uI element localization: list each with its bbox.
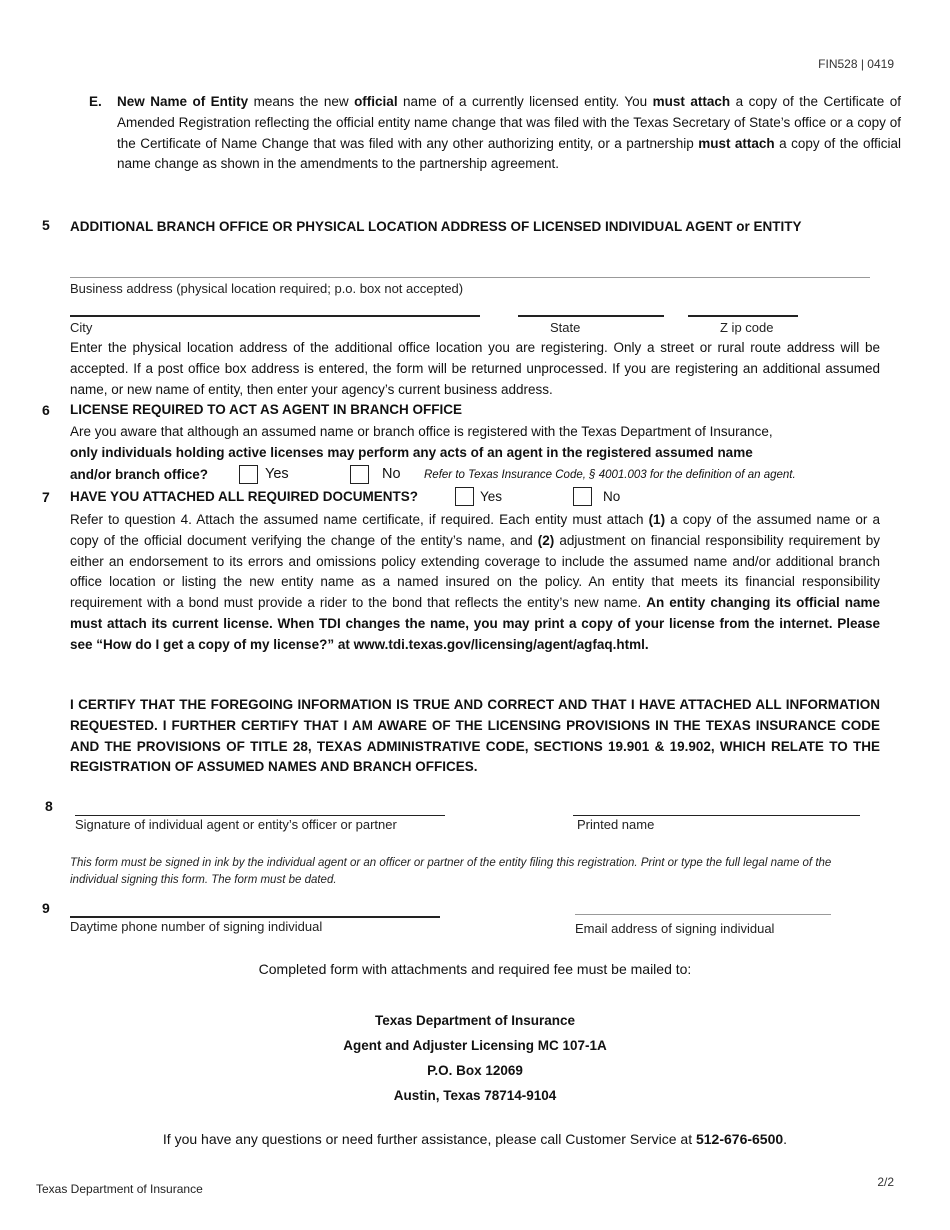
contact-line: If you have any questions or need further assistance, please call Customer Service at 512-676-6500. (162, 1131, 788, 1147)
section-7-number: 7 (42, 489, 50, 505)
signature-line[interactable] (75, 815, 445, 816)
business-address-line[interactable] (70, 277, 870, 278)
documents-no-checkbox[interactable] (573, 487, 592, 506)
branch-office-no-label: No (382, 466, 401, 482)
branch-office-no-checkbox[interactable] (350, 465, 369, 484)
phone-line[interactable] (70, 916, 440, 918)
section-5-title: ADDITIONAL BRANCH OFFICE OR PHYSICAL LOCATION ADDRESS OF LICENSED INDIVIDUAL AGENT or ENTITY (70, 219, 802, 234)
city-line[interactable] (70, 315, 480, 317)
city-label: City (70, 320, 93, 335)
signature-label: Signature of individual agent or entity’s officer or partner (75, 817, 397, 832)
state-line[interactable] (518, 315, 664, 317)
documents-yes-label: Yes (480, 489, 503, 504)
mail-address-line-1: Texas Department of Insurance (374, 1013, 576, 1028)
documents-no-label: No (603, 489, 621, 504)
customer-service-phone: 512-676-6500 (695, 1131, 784, 1147)
section-7-title: HAVE YOU ATTACHED ALL REQUIRED DOCUMENTS? (70, 489, 419, 504)
phone-label: Daytime phone number of signing individual (70, 919, 323, 934)
business-address-label: Business address (physical location required; p.o. box not accepted) (70, 281, 464, 296)
section-5-number: 5 (42, 217, 50, 233)
branch-office-yes-label: Yes (265, 466, 289, 482)
page-number: 2/2 (877, 1175, 894, 1189)
footer-organization: Texas Department of Insurance (36, 1182, 203, 1196)
mail-instructions: Completed form with attachments and required fee must be mailed to: (258, 961, 692, 977)
signature-instructions: This form must be signed in ink by the individual agent or an officer or partner of the entity filing this registration. Print or type the full legal name of the individual signing this form. The form must be dated. (70, 857, 832, 886)
section-8-number: 8 (45, 798, 53, 814)
item-e-letter: E. (89, 94, 102, 109)
mail-address-line-2: Agent and Adjuster Licensing MC 107-1A (343, 1038, 607, 1053)
section-6-text-1: Are you aware that although an assumed name or branch office is registered with the Texas Department of Insurance, (70, 424, 773, 439)
printed-name-label: Printed name (577, 817, 655, 832)
email-label: Email address of signing individual (575, 921, 775, 936)
section-6-title: LICENSE REQUIRED TO ACT AS AGENT IN BRANCH OFFICE (70, 402, 463, 417)
state-label: State (550, 320, 581, 335)
email-line[interactable] (575, 914, 831, 915)
agent-definition-reference: Refer to Texas Insurance Code, § 4001.003 for the definition of an agent. (424, 469, 796, 481)
form-number: FIN528 | 0419 (818, 57, 894, 71)
certification-statement: I CERTIFY THAT THE FOREGOING INFORMATION IS TRUE AND CORRECT AND THAT I HAVE ATTACHED ALL INFORMATION REQUESTED. I FURTHER CERTIFY THAT I AM AWARE OF THE LICENSING PROVISIONS IN THE TEXAS INSURANCE CODE AND THE PROVISIONS OF TITLE 28, TEXAS ADMINISTRATIVE CODE, SECTIONS 19.901 & 19.902, WHICH RELATE TO THE REGISTRATION OF ASSUMED NAMES AND BRANCH OFFICES. (70, 697, 880, 775)
item-e-term: New Name of Entity (117, 94, 249, 109)
zip-line[interactable] (688, 315, 798, 317)
section-6-number: 6 (42, 402, 50, 418)
printed-name-line[interactable] (573, 815, 860, 816)
item-e-text: New Name of Entity means the new official name of a currently licensed entity. You must attach a copy of the Certificate of Amended Registration reflecting the official entity name change that was filed with the Texas Secretary of State’s office or a copy of the Certificate of Name Change that was filed with any other authorizing entity, or a partnership must attach a copy of the official name change as shown in the amendments to the partnership agreement. (117, 94, 901, 172)
zip-label: Z ip code (720, 320, 774, 335)
section-5-instructions: Enter the physical location address of the additional office location you are registering. Only a street or rural route address will be accepted. If a post office box address is entered, the form will be returned unprocessed. If you are registering an additional assumed name, or new name of entity, then enter your agency’s current business address. (70, 340, 880, 397)
section-9-number: 9 (42, 900, 50, 916)
section-7-instructions: Refer to question 4. Attach the assumed name certificate, if required. Each entity must attach (1) a copy of the assumed name or a copy of the official document verifying the change of the entity’s name, and (2) adjustment on financial responsibility requirement by either an endorsement to its errors and omissions policy extending coverage to include the assumed name and/or additional branch office location or listing the new entity name as a named insured on the policy. An entity that meets its financial responsibility requirement with a bond must provide a rider to the bond that reflects the entity’s new name. An entity changing its official name must attach its current license. When TDI changes the name, you may print a copy of your license from the internet. Please see “How do I get a copy of my license?” at www.tdi.texas.gov/licensing/agent/agfaq.html. (70, 512, 881, 652)
branch-office-yes-checkbox[interactable] (239, 465, 258, 484)
section-6-question: and/or branch office? (70, 467, 209, 482)
documents-yes-checkbox[interactable] (455, 487, 474, 506)
mail-address-line-4: Austin, Texas 78714-9104 (393, 1088, 557, 1103)
item-e-definition (89, 92, 901, 175)
section-6-text-2: only individuals holding active licenses may perform any acts of an agent in the registered assumed name (70, 445, 753, 460)
mail-address-line-3: P.O. Box 12069 (427, 1063, 523, 1078)
